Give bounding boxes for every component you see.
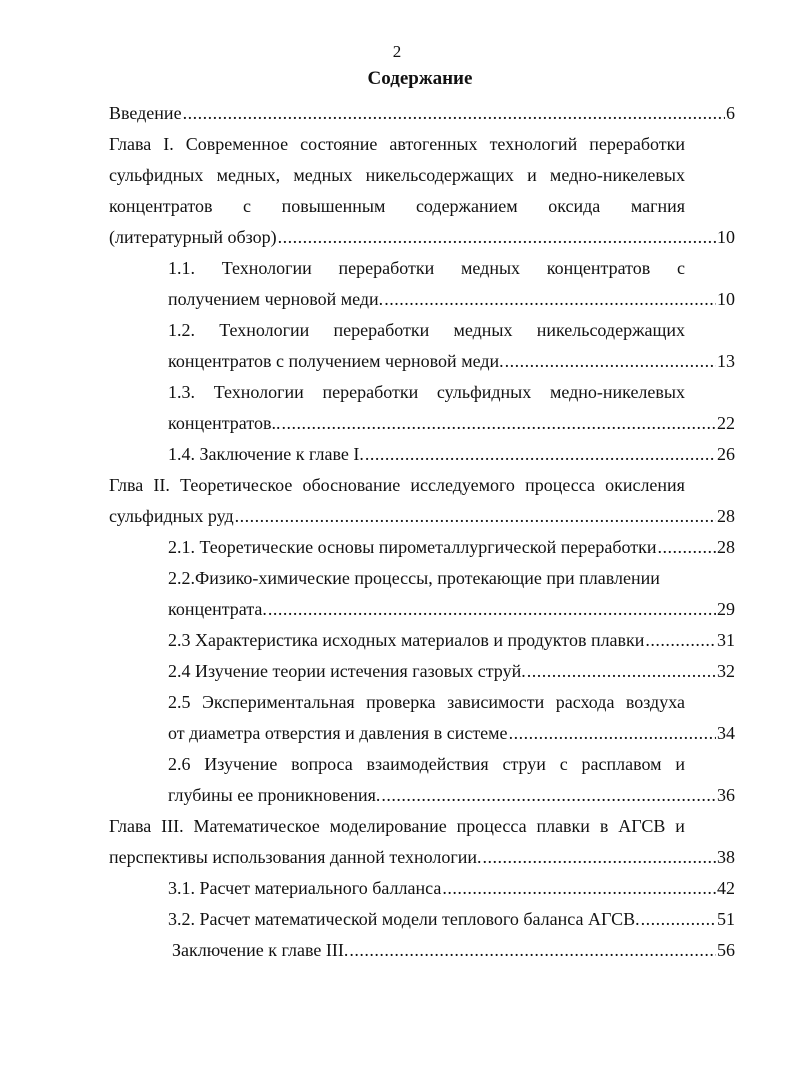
toc-label: 2.4 Изучение теории истечения газовых струй. [168, 661, 526, 681]
dot-leader [365, 443, 716, 465]
toc-entry-1-2-line2[interactable] [168, 350, 735, 372]
toc-page: 6 [726, 103, 735, 123]
toc-entry-2-5-line2[interactable] [168, 722, 735, 744]
dot-leader [641, 908, 716, 930]
word: Экспериментальная [201, 692, 355, 712]
word: Теоретическое [180, 475, 293, 495]
word: автогенных [389, 134, 478, 154]
toc-page: 51 [717, 909, 735, 929]
word: расхода [555, 692, 615, 712]
toc-page: 26 [717, 444, 735, 464]
dot-leader [505, 350, 716, 372]
toc-entry-ch3-line2[interactable] [109, 846, 735, 868]
word: процесса [456, 816, 527, 836]
toc-page: 10 [717, 289, 735, 309]
word: медных [293, 165, 353, 185]
word: Технологии [213, 382, 304, 402]
word: вопроса [291, 754, 353, 774]
toc-label: Заключение к главе III. [172, 940, 349, 960]
dot-leader [281, 412, 716, 434]
toc-entry-2-6-line2[interactable] [168, 784, 735, 806]
word: Современное [185, 134, 289, 154]
word: процесса [525, 475, 595, 495]
toc-label: 3.1. Расчет материального балланса [168, 878, 442, 898]
word: Технологии [221, 258, 312, 278]
toc-entry-1-1-line2[interactable] [168, 288, 735, 310]
word: магния [630, 196, 685, 216]
toc-label: перспективы использования данной технологии. [109, 847, 482, 867]
word: 1.2. [168, 320, 195, 340]
toc-entry-ch3-line1[interactable] [109, 815, 685, 837]
word: проверка [366, 692, 436, 712]
word: технологий [489, 134, 578, 154]
word: и [675, 754, 685, 774]
word: окисления [605, 475, 685, 495]
word: переработки [333, 320, 430, 340]
dot-leader [483, 846, 716, 868]
toc-page: 10 [717, 227, 735, 247]
toc-label: 2.2.Физико-химические процессы, протекающие при плавлении [168, 568, 660, 588]
word: I. [163, 134, 174, 154]
word: содержанием [415, 196, 518, 216]
word: обоснование [302, 475, 401, 495]
toc-label: концентратов.. [168, 413, 281, 433]
toc-entry-2-1[interactable] [168, 536, 735, 558]
word: 2.6 [168, 754, 191, 774]
dot-leader [235, 505, 716, 527]
word: концентратов [546, 258, 651, 278]
toc-entry-ch1-line4[interactable] [109, 226, 735, 248]
word: и [527, 165, 537, 185]
toc-entry-1-3-line2[interactable] [168, 412, 735, 434]
word: 1.3. [168, 382, 195, 402]
toc-page: 28 [717, 506, 735, 526]
word: взаимодействия [366, 754, 489, 774]
toc-entry-1-4[interactable] [168, 443, 735, 465]
word: медных [461, 258, 521, 278]
dot-leader [278, 226, 716, 248]
toc-label: от диаметра отверстия и давления в системе [168, 723, 508, 743]
word: Математическое [193, 816, 320, 836]
dot-leader [183, 102, 725, 124]
word: сульфидных [436, 382, 532, 402]
word: струи [502, 754, 546, 774]
toc-entry-1-3-line1[interactable] [168, 381, 685, 403]
toc-page: 13 [717, 351, 735, 371]
toc-label: (литературный обзор) [109, 227, 277, 247]
word: 2.5 [168, 692, 191, 712]
toc-page: 22 [717, 413, 735, 433]
word: никельсодержащих [536, 320, 685, 340]
toc-entry-2-2-line2[interactable] [168, 598, 735, 620]
dot-leader [384, 288, 716, 310]
toc-entry-3-1[interactable] [168, 877, 735, 899]
word: с [559, 754, 568, 774]
toc-label: получением черновой меди. [168, 289, 384, 309]
word: АГСВ [618, 816, 666, 836]
word: расплавом [581, 754, 662, 774]
word: оксида [548, 196, 601, 216]
toc-page: 34 [717, 723, 735, 743]
word: Технологии [219, 320, 310, 340]
word: переработки [589, 134, 685, 154]
toc-page: 42 [717, 878, 735, 898]
dot-leader [527, 660, 716, 682]
toc-label: Введение [109, 103, 182, 123]
toc-page: 29 [717, 599, 735, 619]
toc-entry-1-1-line1[interactable] [168, 257, 685, 279]
toc-label: 3.2. Расчет математической модели теплового баланса АГСВ. [168, 909, 640, 929]
word: с [676, 258, 685, 278]
toc-entry-ch2-line1[interactable] [109, 474, 685, 496]
toc-entry-1-2-line1[interactable] [168, 319, 685, 341]
page-number: 2 [392, 42, 402, 61]
toc-entry-2-4[interactable] [168, 660, 735, 682]
word: воздуха [625, 692, 685, 712]
word: переработки [338, 258, 435, 278]
page-title: Содержание [367, 68, 473, 89]
word: Глава [109, 816, 152, 836]
toc-entry-ch3-conclusion[interactable] [172, 939, 735, 961]
word: исследуемого [410, 475, 515, 495]
toc-entry-intro[interactable] [109, 102, 735, 124]
word: Изучение [204, 754, 278, 774]
word: повышенным [281, 196, 386, 216]
toc-page: 56 [717, 940, 735, 960]
word: в [599, 816, 609, 836]
word: с [243, 196, 252, 216]
word: концентратов [109, 196, 213, 216]
toc-label: 2.3 Характеристика исходных материалов и продуктов плавки [168, 630, 645, 650]
dot-leader [268, 598, 716, 620]
word: медно-никелевых [549, 382, 685, 402]
toc-entry-2-5-line1[interactable] [168, 691, 685, 713]
toc-entry-ch1-line2[interactable] [109, 164, 685, 186]
toc-label: концентрата. [168, 599, 267, 619]
word: моделирование [329, 816, 447, 836]
word: медно-никелевых [549, 165, 685, 185]
toc-label: 1.4. Заключение к главе I. [168, 444, 364, 464]
toc-entry-ch1-line3[interactable] [109, 195, 685, 217]
dot-leader [442, 877, 716, 899]
word: и [675, 816, 685, 836]
word: состояние [300, 134, 378, 154]
toc-entry-2-3[interactable] [168, 629, 735, 651]
word: Глава [109, 134, 152, 154]
word: 1.1. [168, 258, 195, 278]
dot-leader [509, 722, 716, 744]
word: зависимости [447, 692, 545, 712]
word: Глва [109, 475, 144, 495]
word: медных, [216, 165, 281, 185]
toc-label: глубины ее проникновения. [168, 785, 381, 805]
toc-entry-3-2[interactable] [168, 908, 735, 930]
toc-label: сульфидных руд [109, 506, 234, 526]
dot-leader [349, 939, 716, 961]
toc-page: 32 [717, 661, 735, 681]
dot-leader [645, 629, 716, 651]
word: переработки [322, 382, 419, 402]
toc-entry-2-2-line1[interactable] [168, 567, 685, 589]
word: сульфидных [109, 165, 204, 185]
word: III. [161, 816, 184, 836]
toc-entry-ch2-line2[interactable] [109, 505, 735, 527]
dot-leader [658, 536, 716, 558]
word: никельсодержащих [365, 165, 514, 185]
word: плавки [536, 816, 590, 836]
toc-page: 31 [717, 630, 735, 650]
dot-leader [381, 784, 716, 806]
toc-label: 2.1. Теоретические основы пирометаллургической переработки [168, 537, 657, 557]
toc-page: 38 [717, 847, 735, 867]
word: медных [453, 320, 513, 340]
toc-page: 28 [717, 537, 735, 557]
toc-entry-2-6-line1[interactable] [168, 753, 685, 775]
word: II. [153, 475, 170, 495]
toc-label: концентратов с получением черновой меди. [168, 351, 504, 371]
toc-entry-ch1-line1[interactable] [109, 133, 685, 155]
toc-page: 36 [717, 785, 735, 805]
